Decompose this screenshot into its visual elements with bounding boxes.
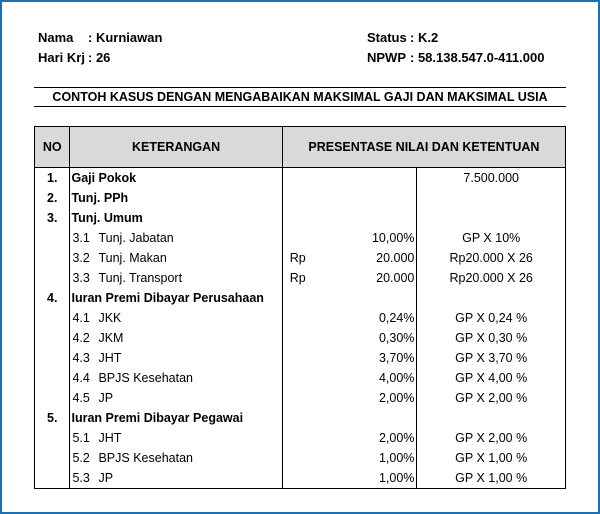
row-keterangan xyxy=(70,428,282,448)
row-label: Iuran Premi Dibayar Pegawai xyxy=(71,411,244,425)
row-label: Tunj. Transport xyxy=(98,271,183,285)
npwp-value: : 58.138.547.0-411.000 xyxy=(410,50,545,65)
row-label: BPJS Kesehatan xyxy=(98,451,193,465)
row-subnumber: 4.5 xyxy=(72,391,90,405)
row-no xyxy=(35,308,70,328)
row-rule xyxy=(417,408,566,428)
row-rule xyxy=(417,288,566,308)
row-subnumber: 3.3 xyxy=(72,271,90,285)
case-subtitle: CONTOH KASUS DENGAN MENGABAIKAN MAKSIMAL GAJI DAN MAKSIMAL USIA xyxy=(34,87,566,107)
row-value-cell xyxy=(282,188,417,208)
row-keterangan xyxy=(70,408,282,428)
table-row xyxy=(35,228,566,248)
row-currency: Rp xyxy=(289,251,306,265)
row-rule: GP X 2,00 % xyxy=(417,388,566,408)
row-rule: GP X 1,00 % xyxy=(417,448,566,468)
row-subnumber: 4.1 xyxy=(72,311,90,325)
table-row xyxy=(35,168,566,189)
row-value-cell xyxy=(282,168,417,189)
row-rule xyxy=(417,188,566,208)
row-value-cell xyxy=(282,368,417,388)
row-subnumber: 4.2 xyxy=(72,331,90,345)
row-no: 3. xyxy=(35,208,70,228)
table-row xyxy=(35,188,566,208)
row-value-cell xyxy=(282,428,417,448)
salary-table xyxy=(34,126,566,489)
header-keterangan: KETERANGAN xyxy=(70,127,282,168)
row-rule: GP X 0,24 % xyxy=(417,308,566,328)
table-row xyxy=(35,208,566,228)
row-label: JHT xyxy=(98,431,122,445)
status-value: : K.2 xyxy=(410,30,439,45)
row-rule: GP X 3,70 % xyxy=(417,348,566,368)
row-no: 5. xyxy=(35,408,70,428)
row-no xyxy=(35,268,70,288)
row-subnumber: 3.2 xyxy=(72,251,90,265)
row-label: Tunj. Makan xyxy=(98,251,167,265)
row-value-cell xyxy=(282,208,417,228)
row-value-cell xyxy=(282,448,417,468)
row-label: JP xyxy=(98,471,114,485)
row-value-cell xyxy=(282,268,417,288)
row-value-cell xyxy=(282,248,417,268)
row-value-cell xyxy=(282,228,417,248)
row-subnumber: 3.1 xyxy=(72,231,90,245)
row-label: Gaji Pokok xyxy=(71,171,137,185)
row-keterangan xyxy=(70,328,282,348)
row-value-cell xyxy=(282,308,417,328)
header-presentase: PRESENTASE NILAI DAN KETENTUAN xyxy=(282,127,565,168)
table-row xyxy=(35,408,566,428)
table-row xyxy=(35,468,566,489)
row-keterangan xyxy=(70,448,282,468)
row-subnumber: 4.3 xyxy=(72,351,90,365)
row-label: JKM xyxy=(98,331,124,345)
row-value: 1,00% xyxy=(378,471,415,485)
row-value-cell xyxy=(282,468,417,489)
row-value-cell xyxy=(282,328,417,348)
table-row xyxy=(35,368,566,388)
row-no xyxy=(35,428,70,448)
row-keterangan xyxy=(70,268,282,288)
row-value-cell xyxy=(282,288,417,308)
row-no xyxy=(35,248,70,268)
row-rule: GP X 10% xyxy=(417,228,566,248)
row-label: Iuran Premi Dibayar Perusahaan xyxy=(71,291,264,305)
row-keterangan xyxy=(70,168,282,189)
table-row xyxy=(35,248,566,268)
row-label: JP xyxy=(98,391,114,405)
row-no: 2. xyxy=(35,188,70,208)
row-subnumber: 5.3 xyxy=(72,471,90,485)
row-rule: 7.500.000 xyxy=(417,168,566,189)
row-keterangan xyxy=(70,248,282,268)
harikrj-value: : 26 xyxy=(88,50,111,65)
table-row xyxy=(35,328,566,348)
row-keterangan xyxy=(70,388,282,408)
table-row xyxy=(35,428,566,448)
table-row xyxy=(35,448,566,468)
row-no xyxy=(35,328,70,348)
table-row xyxy=(35,268,566,288)
row-rule: GP X 0,30 % xyxy=(417,328,566,348)
row-no xyxy=(35,348,70,368)
row-value: 10,00% xyxy=(371,231,415,245)
row-value: 1,00% xyxy=(378,451,415,465)
row-rule: Rp20.000 X 26 xyxy=(417,248,566,268)
row-value: 2,00% xyxy=(378,391,415,405)
row-value-cell xyxy=(282,388,417,408)
row-subnumber: 5.1 xyxy=(72,431,90,445)
nama-label: Nama xyxy=(38,30,74,45)
row-label: Tunj. Jabatan xyxy=(98,231,174,245)
table-row xyxy=(35,308,566,328)
npwp-label: NPWP xyxy=(367,50,406,65)
row-rule: Rp20.000 X 26 xyxy=(417,268,566,288)
row-keterangan xyxy=(70,368,282,388)
row-rule: GP X 1,00 % xyxy=(417,468,566,489)
row-rule xyxy=(417,208,566,228)
row-no xyxy=(35,368,70,388)
status-label: Status xyxy=(367,30,407,45)
row-value: 0,24% xyxy=(378,311,415,325)
row-label: Tunj. PPh xyxy=(71,191,129,205)
row-value-cell xyxy=(282,408,417,428)
row-no xyxy=(35,468,70,489)
row-subnumber: 5.2 xyxy=(72,451,90,465)
row-subnumber: 4.4 xyxy=(72,371,90,385)
row-keterangan xyxy=(70,308,282,328)
row-label: BPJS Kesehatan xyxy=(98,371,193,385)
row-value-cell xyxy=(282,348,417,368)
row-keterangan xyxy=(70,228,282,248)
row-keterangan xyxy=(70,348,282,368)
row-rule: GP X 4,00 % xyxy=(417,368,566,388)
row-no xyxy=(35,388,70,408)
row-label: JHT xyxy=(98,351,122,365)
row-value: 0,30% xyxy=(378,331,415,345)
row-rule: GP X 2,00 % xyxy=(417,428,566,448)
table-row xyxy=(35,388,566,408)
table-row xyxy=(35,348,566,368)
nama-value: : Kurniawan xyxy=(88,30,163,45)
row-keterangan xyxy=(70,208,282,228)
row-keterangan xyxy=(70,288,282,308)
row-keterangan xyxy=(70,468,282,489)
harikrj-label: Hari Krj xyxy=(38,50,85,65)
row-label: Tunj. Umum xyxy=(71,211,143,225)
row-keterangan xyxy=(70,188,282,208)
header-no: NO xyxy=(35,127,70,168)
row-value: 20.000 xyxy=(376,271,415,285)
row-no xyxy=(35,448,70,468)
table-body xyxy=(35,168,566,489)
row-label: JKK xyxy=(98,311,122,325)
row-value: 20.000 xyxy=(376,251,415,265)
row-value: 4,00% xyxy=(378,371,415,385)
table-row xyxy=(35,288,566,308)
row-currency: Rp xyxy=(289,271,306,285)
row-value: 2,00% xyxy=(378,431,415,445)
row-no xyxy=(35,228,70,248)
table-header-row xyxy=(35,127,566,168)
row-no: 1. xyxy=(35,168,70,189)
row-value: 3,70% xyxy=(378,351,415,365)
row-no: 4. xyxy=(35,288,70,308)
